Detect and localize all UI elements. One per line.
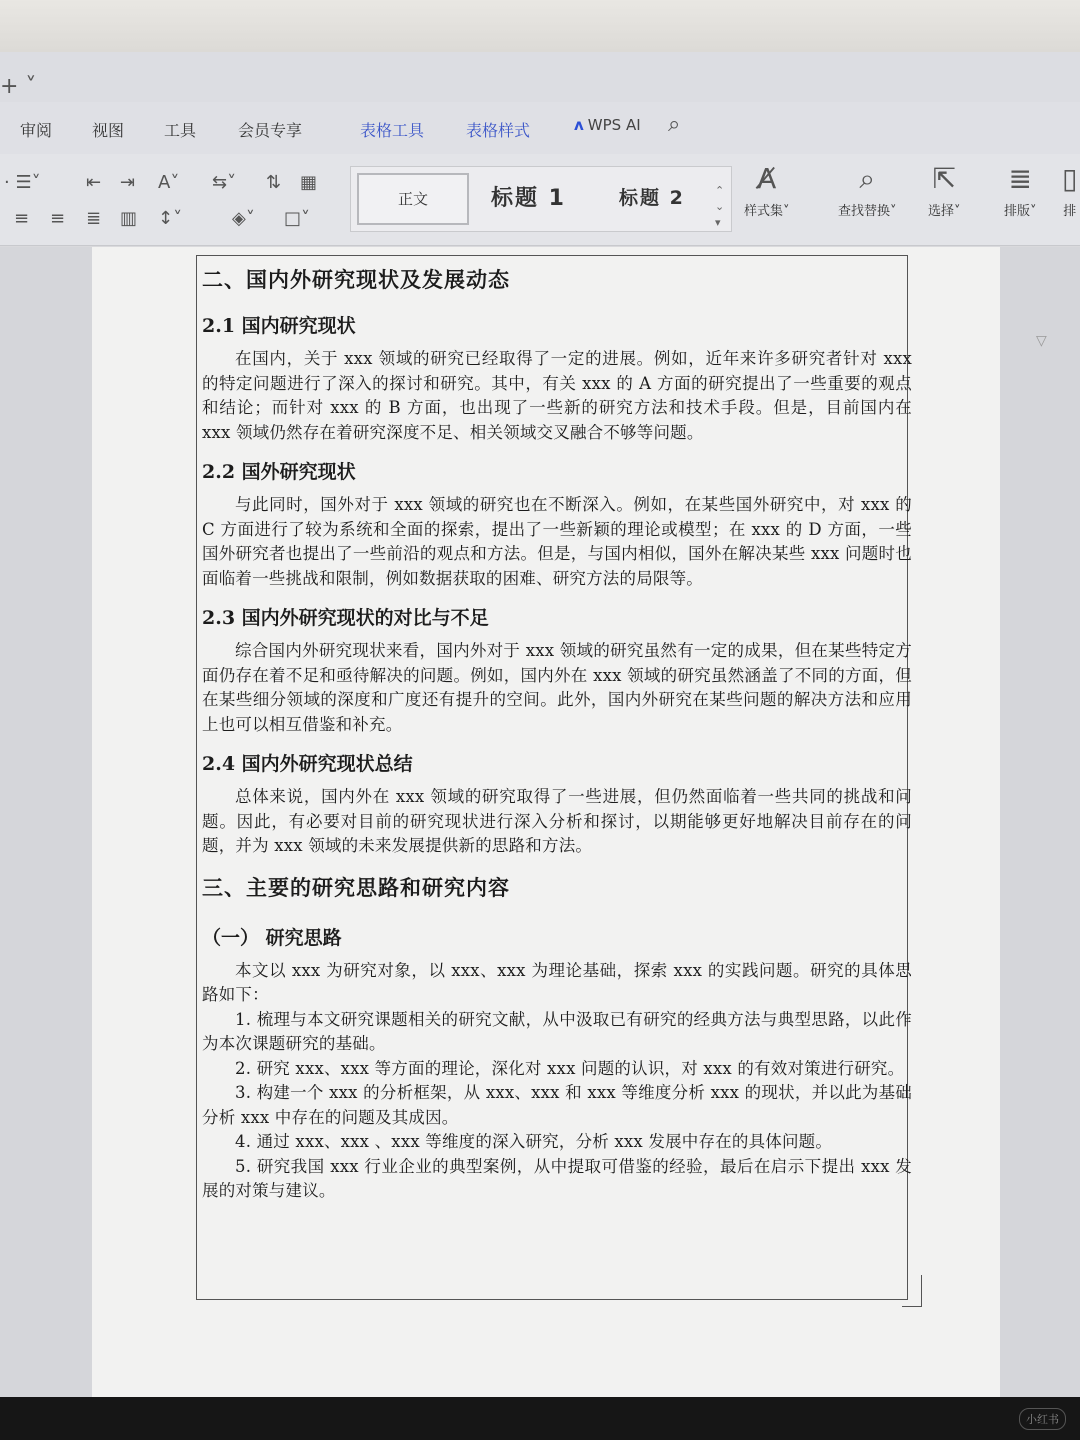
section-3-1-heading: （一） 研究思路 [202,926,342,949]
styles-set-icon: A̸ [757,162,777,195]
document-page[interactable] [92,247,1000,1397]
line-spacing-icon[interactable]: ↕˅ [158,208,183,229]
section-2-2-heading: 2.2 国外研究现状 [202,461,356,483]
layout-chevron-icon: ˅ [1030,204,1037,219]
title-bar [0,52,1080,102]
ribbon-toolbar [0,154,1080,246]
increase-indent-icon[interactable]: ⇥ [120,172,136,193]
table-border-corner [902,1275,922,1307]
border-icon[interactable]: □˅ [284,208,311,229]
select-cursor-icon: ⇱ [932,162,956,195]
layout-icon: ≣ [1008,162,1032,195]
menu-bar [0,102,1080,154]
styles-set-chevron-icon: ˅ [783,204,790,219]
monitor-bezel-bottom [0,1397,1080,1440]
list-item: 3. 构建一个 xxx 的分析框架，从 xxx、xxx 和 xxx 等维度分析 xxx 的现状，并以此为基础分析 xxx 中存在的问题及其成因。 [202,1083,912,1127]
document-body[interactable] [202,259,912,1204]
section-2-2-paragraph: 与此同时，国外对于 xxx 领域的研究也在不断深入。例如，在某些国外研究中，对 xxx 的 C 方面进行了较为系统和全面的探索，提出了一些新颖的理论或模型；在 xxx 的 D 方面，一些国外研究者也提出了一些前沿的观点和方法。但是，与国内相似，国外在解决某些 xxx 问题时也面临着一些挑战和限制，例如数据获取的困难、研究方法的局限等。 [202,495,912,588]
menu-member[interactable]: 会员专享 [238,121,303,140]
layout-extra-icon: ▯ [1062,162,1078,195]
list-item: 5. 研究我国 xxx 行业企业的典型案例，从中提取可借鉴的经验，最后在启示下提出 xxx 发展的对策与建议。 [202,1156,912,1200]
section-2-4-paragraph: 总体来说，国内外在 xxx 领域的研究取得了一些进展，但仍然面临着一些共同的挑战和问题。因此，有必要对目前的研究现状进行深入分析和探讨，以期能够更好地解决目前存在的问题，并为 xxx 领域的未来发展提供新的思路和方法。 [202,787,912,855]
find-replace-label: 查找替换 [838,204,891,219]
list-item: 2. 研究 xxx、xxx 等方面的理论，深化对 xxx 问题的认识，对 xxx 的有效对策进行研究。 [235,1058,905,1078]
menu-table-tools[interactable]: 表格工具 [360,121,425,140]
find-replace-chevron-icon: ˅ [890,204,897,219]
table-grid-icon[interactable]: ▦ [300,172,318,193]
menu-table-style[interactable]: 表格样式 [466,121,531,140]
style-gallery [350,166,732,232]
menu-review[interactable]: 审阅 [20,121,53,140]
find-replace-icon: ⌕ [859,162,876,195]
new-tab-icon[interactable]: + ˅ [0,74,37,99]
align-left-icon[interactable]: ≡ [14,208,30,229]
filter-icon[interactable]: ▽ [1036,333,1047,349]
section-3-heading: 三、主要的研究思路和研究内容 [202,874,510,900]
wps-ai-icon: ʌ [574,116,584,134]
list-item: 1. 梳理与本文研究课题相关的研究文献，从中汲取已有研究的经典方法与典型思路，以此作为本次课题研究的基础。 [202,1009,912,1053]
gallery-scroll-icon[interactable]: ⌃ ⌄ ▾ [715,184,725,229]
layout-label: 排版 [1004,204,1031,219]
section-2-1-paragraph: 在国内，关于 xxx 领域的研究已经取得了一定的进展。例如，近年来许多研究者针对 xxx 的特定问题进行了深入的探讨和研究。其中，有关 xxx 的 A 方面的研究提出了一些重要的观点和结论；而针对 xxx 的 B 方面，也出现了一些新的研究方法和技术手段。但是，目前国内在 xxx 领域仍然存在着研究深度不足、相关领域交叉融合不够等问题。 [202,349,912,442]
wps-window [0,52,1080,1397]
style-heading-2[interactable]: 标题 2 [619,187,685,209]
menu-view[interactable]: 视图 [92,121,125,140]
text-direction-icon[interactable]: ⇆˅ [212,172,237,193]
monitor-bezel-top [0,0,1080,52]
section-2-1-heading: 2.1 国内研究现状 [202,315,356,337]
wps-ai-button[interactable] [574,116,641,134]
section-2-3-heading: 2.3 国内外研究现状的对比与不足 [202,607,489,629]
layout-extra-label: 排 [1063,204,1077,219]
decrease-indent-icon[interactable]: ⇤ [86,172,102,193]
styles-set-button[interactable] [744,162,790,219]
menu-tools[interactable]: 工具 [164,121,197,140]
wps-ai-label: WPS AI [587,116,641,134]
select-button[interactable] [928,162,961,219]
font-size-icon[interactable]: A˅ [158,172,180,193]
distribute-icon[interactable]: ▥ [120,208,138,229]
align-right-icon[interactable]: ≣ [86,208,102,229]
layout-button[interactable] [1004,162,1037,219]
list-item: 4. 通过 xxx、xxx 、xxx 等维度的深入研究，分析 xxx 发展中存在的具体问题。 [235,1132,833,1151]
style-heading-1[interactable]: 标题 1 [491,186,566,211]
search-icon[interactable]: ⌕ [668,112,681,137]
select-label: 选择 [928,204,955,219]
document-workspace [0,247,1080,1397]
align-center-icon[interactable]: ≡ [50,208,66,229]
watermark: 小红书 [1019,1408,1066,1430]
section-2-3-paragraph: 综合国内外研究现状来看，国内外对于 xxx 领域的研究虽然有一定的成果，但在某些特定方面仍存在着不足和亟待解决的问题。例如，国内外在 xxx 领域的研究虽然涵盖了不同的方面，但在某些细分领域的深度和广度还有提升的空间。此外，国内外研究在某些问题的解决方法和应用上也可以相互借鉴和补充。 [202,641,912,734]
style-normal[interactable]: 正文 [357,173,469,225]
sort-icon[interactable]: ⇅ [266,172,282,193]
bullet-list-icon[interactable]: · ☰˅ [4,172,41,193]
shading-icon[interactable]: ◈˅ [232,208,255,229]
select-chevron-icon: ˅ [954,204,961,219]
layout-extra-button[interactable] [1062,162,1077,219]
section-2-heading: 二、国内外研究现状及发展动态 [202,267,510,292]
styles-set-label: 样式集 [744,204,784,219]
section-2-4-heading: 2.4 国内外研究现状总结 [202,753,413,775]
find-replace-button[interactable] [838,162,897,219]
section-3-1-intro: 本文以 xxx 为研究对象，以 xxx、xxx 为理论基础，探索 xxx 的实践问题。研究的具体思路如下： [202,960,912,1004]
